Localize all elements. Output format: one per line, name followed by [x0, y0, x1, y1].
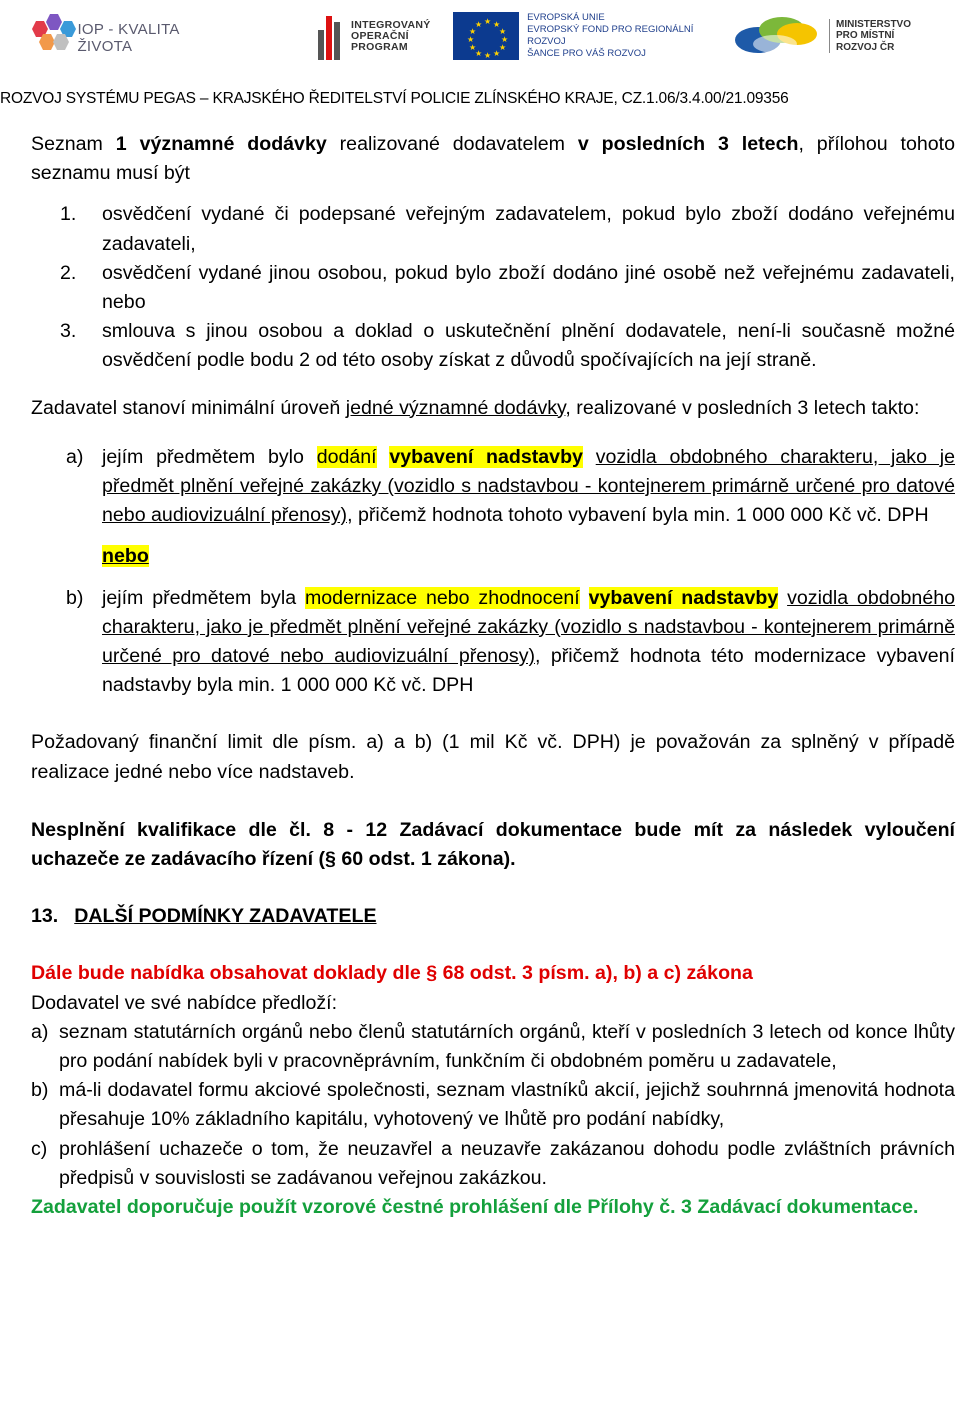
green-recommendation: Zadavatel doporučuje použít vzorové čestné prohlášení dle Přílohy č. 3 Zadávací dokumentace.: [31, 1196, 919, 1219]
list-item: [31, 259, 955, 317]
project-title: ROZVOJ SYSTÉMU PEGAS – KRAJSKÉHO ŘEDITELSTVÍ POLICIE ZLÍNSKÉHO KRAJE, CZ.1.06/3.4.00/21.09356: [0, 90, 789, 107]
requirement-a: a) jejím předmětem bylo dodání vybavení nadstavby vozidla obdobného charakteru, jako je předmět plnění veřejné zakázky (vozidlo s nadstavbou - kontejnerem primárně určené pro datové nebo audiovizuální přenosy), přičemž hodnota tohoto vybavení byla min. 1 000 000 Kč vč. DPH: [31, 443, 955, 531]
hexagon-cluster-icon: [30, 18, 77, 58]
supplier-intro: Dodavatel ve své nabídce předloží:: [31, 991, 338, 1014]
intro-paragraph: Seznam 1 významné dodávky realizované dodavatelem v posledních 3 letech, přílohou tohoto seznamu musí být: [31, 133, 955, 185]
doc-item-text: prohlášení uchazeče o tom, že neuzavřel a neuzavře zakázanou dohodu podle zvláštních právních předpisů v souvislosti se zadávanou veřejnou zakázkou.: [59, 1137, 955, 1189]
building-bars-icon: [318, 12, 346, 60]
section-13-heading: 13. DALŠÍ PODMÍNKY ZADAVATELE: [31, 905, 377, 928]
disqualification-paragraph: Nesplnění kvalifikace dle čl. 8 - 12 Zadávací dokumentace bude mít za následek vyloučení uchazeče ze zadávacího řízení (§ 60 odst. 1 zákona).: [31, 818, 955, 871]
mmr-line-2: PRO MÍSTNÍ: [836, 30, 895, 42]
doc-item-text: má-li dodavatel formu akciové společnosti, seznam vlastníků akcií, jejichž souhrnná jmenovitá hodnota přesahuje 10% základního kapitálu, vyhotovený ve lhůtě pro podání nabídky,: [59, 1079, 955, 1131]
iop-logo: [30, 18, 230, 58]
eu-flag-icon: ★ ★ ★ ★ ★ ★ ★ ★ ★ ★ ★ ★: [453, 12, 519, 60]
doc-item-text: seznam statutárních orgánů nebo členů statutárních orgánů, kteří v posledních 3 letech od konce lhůty pro podání nabídek byli v pracovněprávním, funkčním či obdobném poměru u zadavatele,: [59, 1020, 955, 1073]
red-requirement: Dále bude nabídka obsahovat doklady dle § 68 odst. 3 písm. a), b) a c) zákona: [31, 962, 753, 985]
doc-item: [31, 1076, 955, 1134]
mmr-swirl-icon: [735, 13, 821, 59]
or-label: nebo: [102, 545, 149, 568]
integrovany-line-2: OPERAČNÍ: [351, 29, 409, 42]
doc-item: [31, 1135, 955, 1193]
iop-logo-text: IOP - KVALITA ŽIVOTA: [77, 21, 179, 55]
requirement-b: b) jejím předmětem byla modernizace nebo zhodnocení vybavení nadstavby vozidla obdobného charakteru, jako je předmět plnění veřejné zakázky (vozidlo s nadstavbou - kontejnerem primárně určené pro datové nebo audiovizuální přenosy), přičemž hodnota této modernizace vybavení nadstavby byla min. 1 000 000 Kč vč. DPH: [31, 584, 955, 701]
mmr-logo: [735, 11, 925, 61]
header-logos: [0, 8, 960, 68]
document-body: [31, 130, 955, 1222]
eu-logo: [453, 11, 723, 61]
integrovany-program-logo: [318, 11, 438, 61]
eu-line-2: EVROPSKÝ FOND PRO REGIONÁLNÍ ROZVOJ: [527, 24, 694, 47]
item-letter: a): [31, 1020, 49, 1043]
eu-line-1: EVROPSKÁ UNIE: [527, 12, 605, 23]
limit-paragraph: Požadovaný finanční limit dle písm. a) a b) (1 mil Kč vč. DPH) je považován za splněný v případě realizace jedné nebo více nadstaveb.: [31, 731, 955, 783]
min-level-paragraph: Zadavatel stanoví minimální úroveň jedné významné dodávky, realizované v posledních 3 letech takto:: [31, 396, 920, 419]
list-item-text: osvědčení vydané jinou osobou, pokud bylo zboží dodáno jiné osobě než veřejnému zadavateli, nebo: [102, 261, 955, 314]
item-letter: b): [66, 586, 84, 609]
item-letter: a): [66, 445, 84, 468]
list-item-text: smlouva s jinou osobou a doklad o uskutečnění plnění dodavatele, není-li současně možné osvědčení podle bodu 2 od této osoby získat z důvodů spočívajících na její straně.: [102, 320, 955, 372]
integrovany-line-1: INTEGROVANÝ: [351, 18, 431, 31]
list-item-number: 1.: [60, 203, 77, 226]
integrovany-line-3: PROGRAM: [351, 40, 408, 53]
eu-line-3: ŠANCE PRO VÁŠ ROZVOJ: [527, 48, 646, 59]
list-item-number: 3.: [60, 320, 77, 343]
list-item: [31, 200, 955, 258]
item-letter: b): [31, 1079, 49, 1102]
list-item-number: 2.: [60, 261, 77, 284]
mmr-line-1: MINISTERSTVO: [836, 18, 912, 30]
doc-item: [31, 1018, 955, 1076]
list-item: [31, 317, 955, 375]
item-letter: c): [31, 1137, 48, 1160]
list-item-text: osvědčení vydané či podepsané veřejným zadavatelem, pokud bylo zboží dodáno veřejnému zadavateli,: [102, 203, 955, 255]
mmr-line-3: ROZVOJ ČR: [836, 41, 895, 53]
